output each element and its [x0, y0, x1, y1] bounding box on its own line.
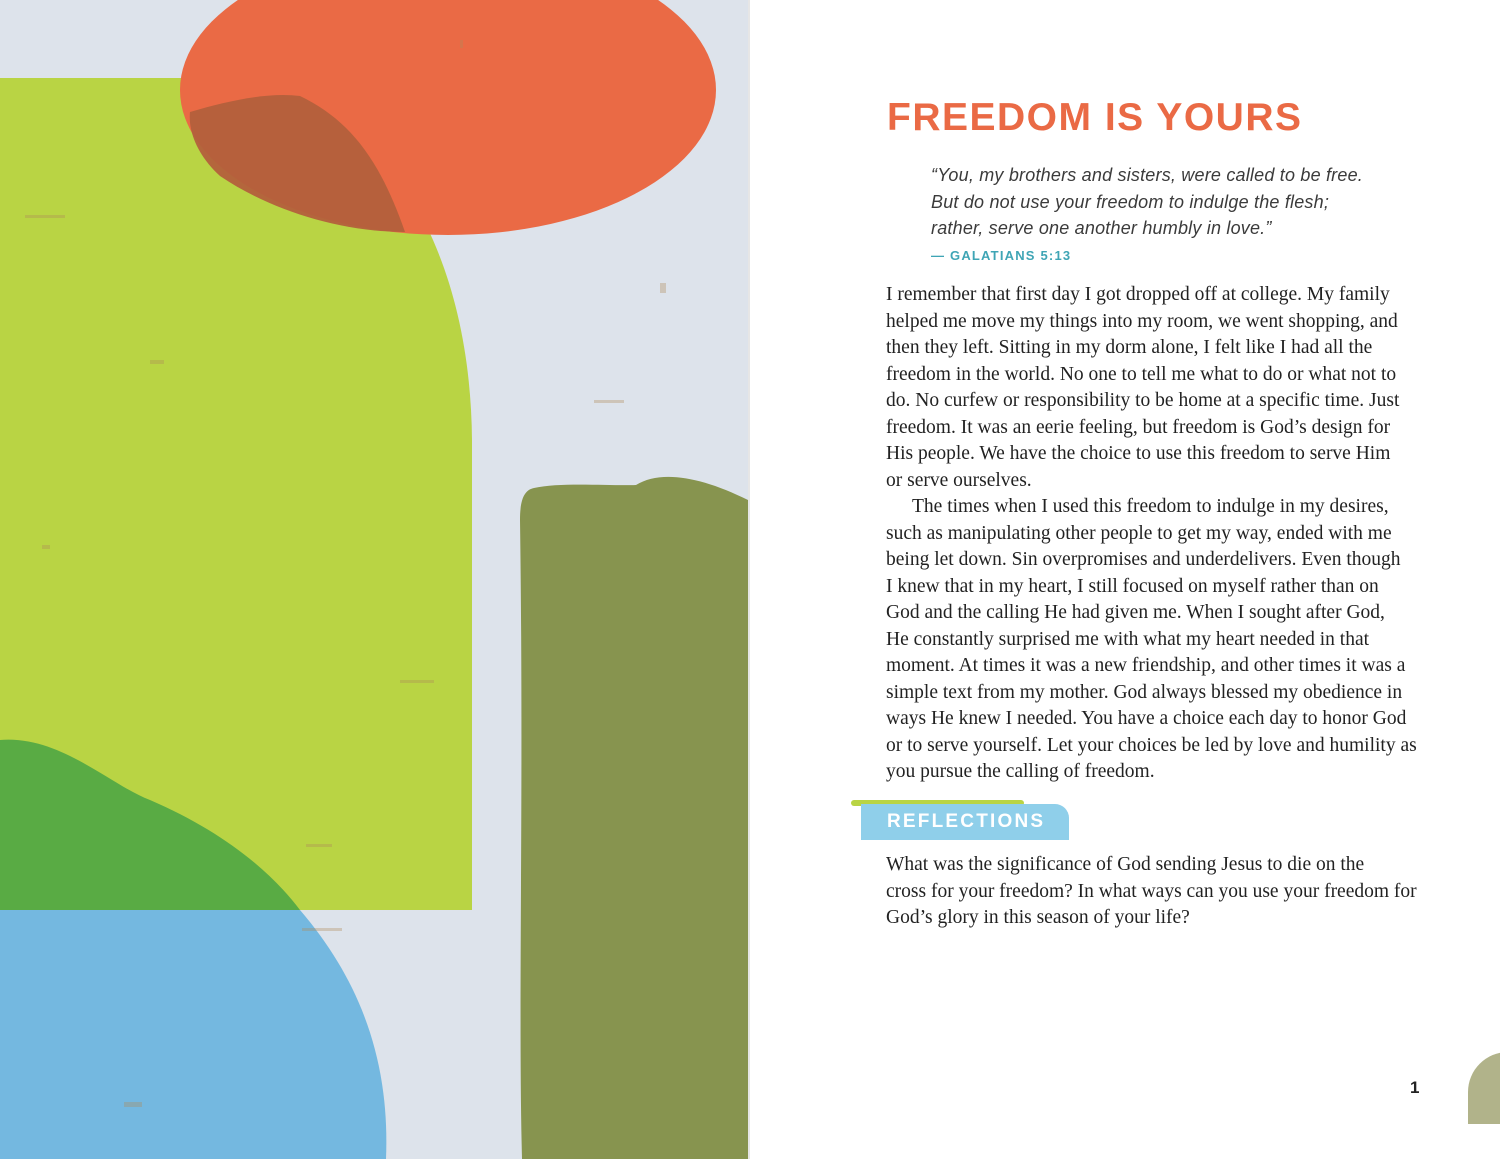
page-edge-tab [1468, 1052, 1500, 1124]
body-line: being let down. Sin overpromises and underdelivers. Even though [886, 549, 1401, 570]
body-line: I remember that first day I got dropped off at college. My family [886, 284, 1390, 305]
reflection-line: What was the significance of God sending Jesus to die on the [886, 854, 1365, 875]
abstract-artwork [0, 0, 748, 1159]
body-line: freedom. It was an eerie feeling, but freedom is God’s design for [886, 416, 1391, 438]
reflections-heading [851, 800, 1071, 842]
body-line: or serve ourselves. [886, 469, 1032, 491]
body-line: God and the calling He had given me. When I sought after God, [886, 602, 1385, 623]
scripture-citation: — GALATIANS 5:13 [931, 248, 1072, 263]
scripture-quote [931, 162, 1431, 242]
text-page [750, 0, 1500, 1159]
quote-line: But do not use your freedom to indulge the flesh; [931, 191, 1330, 212]
body-line: I knew that in my heart, I still focused on myself rather than on [886, 575, 1379, 597]
body-line: do. No curfew or responsibility to be home at a specific time. Just [886, 390, 1400, 411]
devotional-body [886, 282, 1416, 786]
quote-line: “You, my brothers and sisters, were called to be free. [931, 165, 1363, 185]
blue-blob-shape [0, 910, 386, 1159]
body-line: you pursue the calling of freedom. [886, 761, 1155, 782]
body-line: or to serve yourself. Let your choices be led by love and humility as [886, 734, 1417, 756]
page-title: FREEDOM IS YOURS [887, 96, 1303, 139]
body-line: He constantly surprised me with what my heart needed in that [886, 628, 1370, 650]
quote-line: rather, serve one another humbly in love.” [931, 218, 1272, 238]
reflections-label: REFLECTIONS [887, 811, 1046, 832]
body-line: The times when I used this freedom to indulge in my desires, [912, 496, 1389, 517]
body-line: helped me move my things into my room, we went shopping, and [886, 310, 1398, 332]
body-line: moment. At times it was a new friendship, and other times it was a [886, 655, 1406, 676]
olive-bar-shape [520, 477, 748, 1159]
art-page [0, 0, 748, 1159]
reflection-line: God’s glory in this season of your life? [886, 907, 1190, 928]
body-line: such as manipulating other people to get my way, ended with me [886, 522, 1392, 544]
body-line: His people. We have the choice to use this freedom to serve Him [886, 443, 1391, 464]
body-line: then they left. Sitting in my dorm alone, I felt like I had all the [886, 337, 1373, 358]
reflection-prompt [886, 852, 1416, 932]
page-number: 1 [1410, 1078, 1420, 1097]
reflection-line: cross for your freedom? In what ways can you use your freedom for [886, 880, 1417, 902]
body-line: simple text from my mother. God always blessed my obedience in [886, 681, 1403, 703]
body-line: ways He knew I needed. You have a choice each day to honor God [886, 708, 1407, 729]
body-line: freedom in the world. No one to tell me what to do or what not to [886, 363, 1397, 385]
